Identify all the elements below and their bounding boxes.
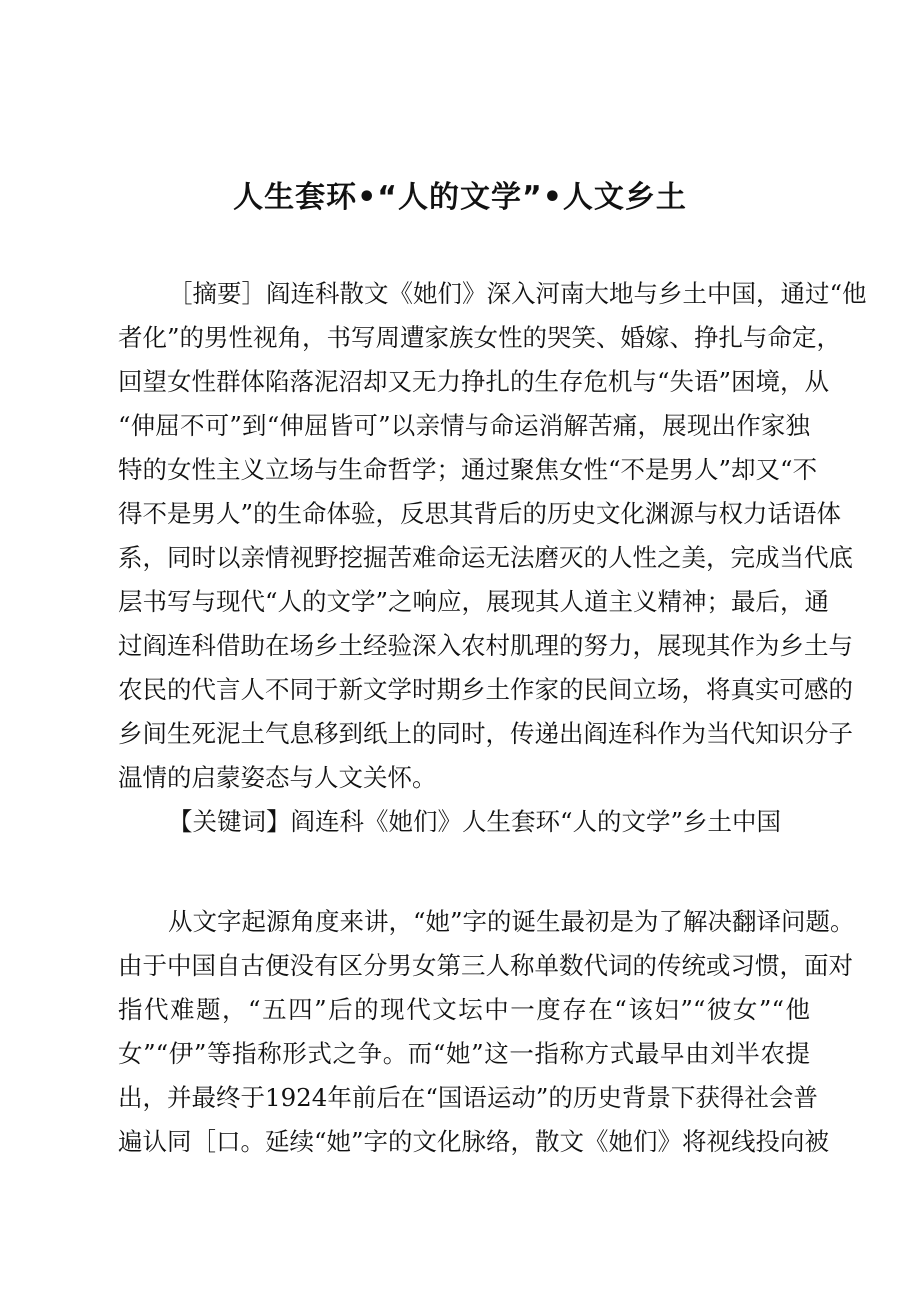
abstract-line: 农民的代言人不同于新文学时期乡土作家的民间立场，将真实可感的 — [118, 675, 853, 704]
body-line: 遍认同［口。延续“她”字的文化脉络，散文《她们》将视线投向被 — [118, 1127, 830, 1156]
abstract-line: 系，同时以亲情视野挖掘苦难命运无法磨灭的人性之美，完成当代底 — [118, 543, 853, 572]
keywords: 【关键词】阎连科《她们》人生套环“人的文学”乡土中国 — [168, 807, 782, 836]
body-line: 女”“伊”等指称形式之争。而“她”这一指称方式最早由刘半农提 — [118, 1039, 810, 1068]
abstract-line: 过阎连科借助在场乡土经验深入农村肌理的努力，展现其作为乡土与 — [118, 631, 853, 660]
body-line: 指代难题，“五四”后的现代文坛中一度存在“该妇”“彼女”“他 — [118, 995, 810, 1024]
abstract-line: 温情的启蒙姿态与人文关怀。 — [118, 763, 437, 792]
abstract-line: 者化”的男性视角，书写周遭家族女性的哭笑、婚嫁、挣扎与命定， — [118, 323, 842, 352]
body-line: 由于中国自古便没有区分男女第三人称单数代词的传统或习惯，面对 — [118, 951, 853, 980]
abstract-line: “伸屈不可”到“伸屈皆可”以亲情与命运消解苦痛，展现出作家独 — [118, 411, 810, 440]
abstract-line: 乡间生死泥土气息移到纸上的同时，传递出阎连科作为当代知识分子 — [118, 719, 853, 748]
abstract-line: 得不是男人”的生命体验，反思其背后的历史文化渊源与权力话语体 — [118, 499, 842, 528]
body-line: 出，并最终于1924年前后在“国语运动”的历史背景下获得社会普 — [118, 1083, 818, 1112]
abstract-line: 特的女性主义立场与生命哲学；通过聚焦女性“不是男人”却又“不 — [118, 455, 818, 484]
abstract-line: 回望女性群体陷落泥沼却又无力挣扎的生存危机与“失语”困境，从 — [118, 367, 830, 396]
abstract-line: 层书写与现代“人的文学”之响应，展现其人道主义精神；最后，通 — [118, 587, 830, 616]
body-line: 从文字起源角度来讲，“她”字的诞生最初是为了解决翻译问题。 — [168, 907, 855, 936]
abstract-line: ［摘要］阎连科散文《她们》深入河南大地与乡土中国，通过“他 — [168, 279, 867, 308]
article-title: 人生套环•“人的文学”•人文乡土 — [233, 180, 687, 215]
